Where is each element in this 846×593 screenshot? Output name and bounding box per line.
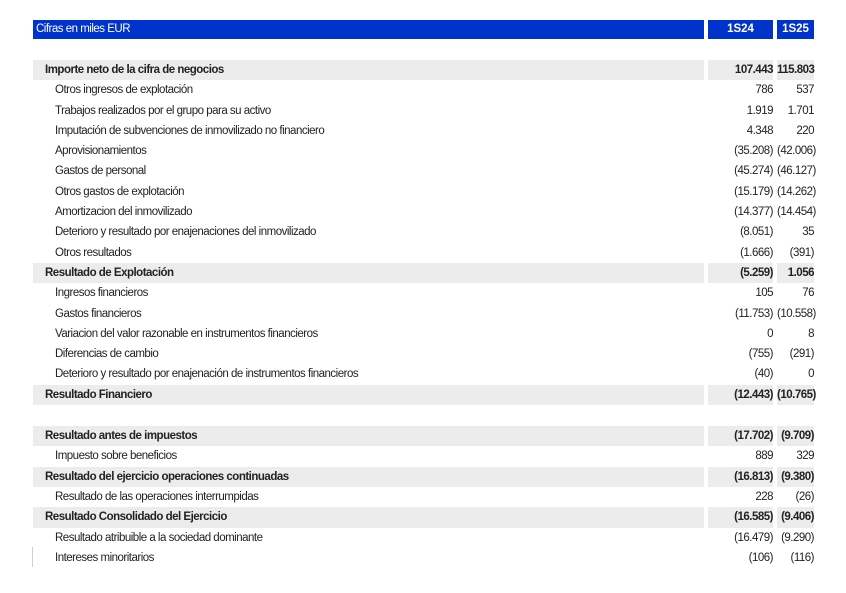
table-row [33, 243, 814, 263]
row-label: Diferencias de cambio [55, 348, 159, 361]
value-1s24: (106) [748, 551, 773, 564]
value-1s24: (5.259) [740, 266, 773, 279]
row-label: Resultado de Explotación [45, 266, 174, 279]
subtotal-row [33, 467, 814, 487]
divider [32, 547, 33, 567]
value-1s24: 4.348 [746, 124, 773, 137]
value-1s25: 220 [796, 124, 814, 137]
value-1s25: (9.709) [781, 430, 814, 443]
spacer [33, 39, 814, 60]
spacer [33, 405, 814, 426]
value-1s25: (9.380) [781, 470, 814, 483]
table-row [33, 446, 814, 466]
value-1s24: (755) [748, 348, 773, 361]
value-1s25: (46.127) [777, 165, 816, 178]
table-row [33, 182, 814, 202]
value-1s25: 329 [796, 450, 814, 463]
value-1s25: (10.558) [777, 307, 816, 320]
row-label: Imputación de subvenciones de inmovilizado no financiero [55, 124, 325, 137]
value-1s24: 889 [755, 450, 773, 463]
value-1s24: (12.443) [734, 388, 773, 401]
value-1s25: 76 [802, 287, 814, 300]
header-period-1s25: 1S25 [777, 20, 814, 39]
row-label: Resultado del ejercicio operaciones continuadas [45, 470, 289, 483]
value-1s24: (14.377) [734, 206, 773, 219]
table-row [33, 487, 814, 507]
row-label: Resultado antes de impuestos [45, 430, 198, 443]
value-1s25: 115.803 [777, 64, 815, 76]
row-label: Gastos financieros [55, 307, 142, 320]
value-1s25: 8 [808, 327, 814, 340]
table-row [33, 304, 814, 324]
value-1s25: (291) [789, 348, 814, 361]
value-1s25: (14.262) [777, 185, 816, 198]
value-1s25: (9.290) [781, 531, 814, 544]
table-row [33, 161, 814, 181]
row-label: Resultado Consolidado del Ejercicio [45, 511, 227, 524]
subtotal-row [33, 507, 814, 527]
value-1s24: (16.813) [734, 470, 773, 483]
table-row [33, 283, 814, 303]
value-1s24: 228 [755, 490, 773, 503]
value-1s24: 105 [755, 287, 773, 300]
header-units-label: Cifras en miles EUR [33, 20, 704, 39]
row-label: Deterioro y resultado por enajenación de instrumentos financieros [55, 368, 359, 381]
value-1s24: (15.179) [734, 185, 773, 198]
value-1s24: (45.274) [734, 165, 773, 178]
table-row [33, 528, 814, 548]
value-1s24: (11.753) [735, 307, 773, 320]
value-1s24: 786 [755, 84, 773, 97]
row-label: Ingresos financieros [55, 287, 148, 300]
table-row [33, 121, 814, 141]
table-row [33, 222, 814, 242]
subtotal-row [33, 426, 814, 446]
value-1s25: 0 [808, 368, 814, 381]
row-label: Amortizacion del inmovilizado [55, 206, 192, 219]
value-1s25: 537 [796, 84, 814, 97]
value-1s24: (16.479) [734, 531, 773, 544]
value-1s25: 1.056 [787, 266, 814, 279]
table-row [33, 344, 814, 364]
row-label: Intereses minoritarios [55, 551, 154, 564]
value-1s25: (26) [795, 490, 814, 503]
row-label: Variacion del valor razonable en instrumentos financieros [55, 327, 318, 340]
table-header [33, 20, 814, 39]
value-1s24: 107.443 [734, 64, 773, 76]
row-label: Impuesto sobre beneficios [55, 450, 177, 463]
subtotal-row [33, 385, 814, 405]
subtotal-row [33, 263, 814, 283]
row-label: Deterioro y resultado por enajenaciones del inmovilizado [55, 226, 316, 239]
value-1s24: 0 [767, 327, 773, 340]
row-label: Resultado atribuible a la sociedad dominante [55, 531, 263, 544]
value-1s25: (9.406) [781, 511, 814, 524]
value-1s25: (10.765) [777, 388, 816, 401]
value-1s25: (116) [790, 551, 814, 564]
value-1s24: (17.702) [734, 430, 773, 443]
value-1s25: (42.006) [777, 145, 816, 158]
table-row [33, 364, 814, 384]
table-body [33, 60, 814, 568]
row-label: Resultado Financiero [45, 388, 152, 401]
table-row [33, 141, 814, 161]
header-period-1s24: 1S24 [708, 20, 773, 39]
value-1s25: 35 [802, 226, 814, 239]
row-label: Importe neto de la cifra de negocios [45, 64, 224, 76]
value-1s25: (14.454) [777, 206, 816, 219]
value-1s24: (8.051) [740, 226, 773, 239]
value-1s24: 1.919 [746, 104, 773, 117]
table-row [33, 202, 814, 222]
row-label: Otros resultados [55, 246, 132, 259]
table-row [33, 80, 814, 100]
income-statement-table [33, 20, 814, 568]
value-1s24: (40) [754, 368, 773, 381]
row-label: Aprovisionamientos [55, 145, 147, 158]
value-1s24: (35.208) [734, 145, 773, 158]
subtotal-row [33, 60, 814, 80]
value-1s25: (391) [789, 246, 814, 259]
row-label: Gastos de personal [55, 165, 146, 178]
value-1s24: (16.585) [734, 511, 773, 524]
value-1s24: (1.666) [740, 246, 773, 259]
value-1s25: 1.701 [787, 104, 814, 117]
row-label: Otros gastos de explotación [55, 185, 185, 198]
table-row [33, 324, 814, 344]
row-label: Otros ingresos de explotación [55, 84, 193, 97]
row-label: Trabajos realizados por el grupo para su activo [55, 104, 271, 117]
row-label: Resultado de las operaciones interrumpidas [55, 490, 259, 503]
table-row [33, 101, 814, 121]
table-row [33, 548, 814, 568]
